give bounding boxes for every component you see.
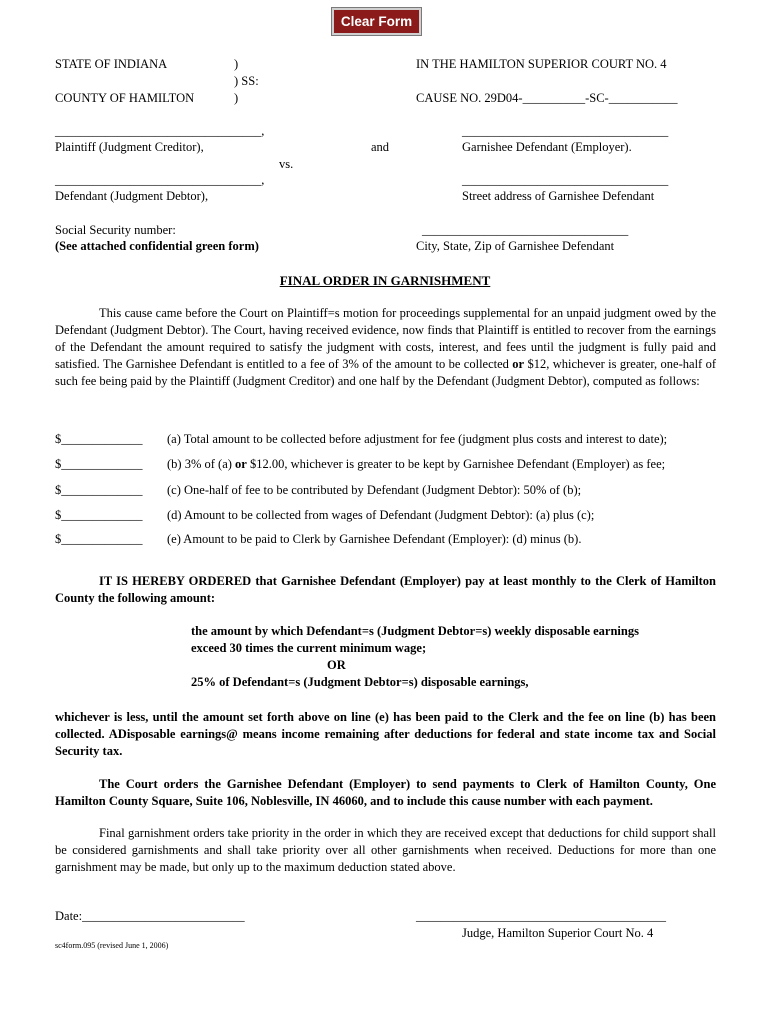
city-state-zip-label: City, State, Zip of Garnishee Defendant: [416, 239, 615, 253]
ssn-label: Social Security number:: [55, 223, 176, 237]
amount-a-field[interactable]: $_____________: [55, 432, 143, 446]
street-address-label: Street address of Garnishee Defendant: [462, 189, 655, 203]
judge-label: Judge, Hamilton Superior Court No. 4: [462, 926, 654, 940]
order-paragraph: IT IS HEREBY ORDERED that Garnishee Defendant (Employer) pay at least monthly to the Clerk of Hamilton County the following amount:: [55, 574, 716, 605]
line-a-text: (a) Total amount to be collected before adjustment for fee (judgment plus costs and interest to date);: [167, 432, 668, 446]
priority-paragraph: Final garnishment orders take priority in the order in which they are received except that deductions for child support shall be considered garnishments and shall take priority over all other garnishments when received. Deductions for more than one garnishment may be made, but only up to the maximum deduction stated above.: [55, 826, 716, 874]
defendant-name-field[interactable]: _________________________________,: [55, 173, 265, 187]
intro-paragraph: [55, 305, 716, 390]
payment-instructions: The Court orders the Garnishee Defendant (Employer) to send payments to Clerk of Hamilton County, One Hamilton County Square, Suite 106, Noblesville, IN 46060, and to include this cause number with each payment.: [55, 777, 716, 808]
line-e-text: (e) Amount to be paid to Clerk by Garnishee Defendant (Employer): (d) minus (b).: [167, 532, 582, 546]
line-b-text: [167, 457, 665, 472]
intro-text-1: This cause came before the Court on Plaintiff=s motion for proceedings supplemental for an unpaid judgment owed by the Defendant (Judgment Debtor). The Court, having received evidence, now finds that Plaintiff is entitled to recover from the earnings of the Defendant the amount required to satisfy the judgment with costs, interest, and fees until the judgment is fully paid and satisfied. The Garnishee Defendant is entitled to a fee of 3% of the amount to be collected: [55, 306, 716, 371]
line-b-or: or: [235, 457, 247, 471]
street-address-field[interactable]: _________________________________: [462, 173, 669, 187]
versus-label: vs.: [279, 157, 294, 171]
order-amount-line-1: the amount by which Defendant=s (Judgment Debtor=s) weekly disposable earnings: [191, 624, 639, 638]
caption-ss: ) SS:: [234, 74, 259, 88]
garnishee-name-field[interactable]: _________________________________: [462, 124, 669, 138]
judge-signature-line: ________________________________________: [416, 909, 666, 923]
amount-c-field[interactable]: $_____________: [55, 483, 143, 497]
line-c-text: (c) One-half of fee to be contributed by Defendant (Judgment Debtor): 50% of (b);: [167, 483, 582, 497]
order-amount-line-2: exceed 30 times the current minimum wage;: [191, 641, 427, 655]
state-label: STATE OF INDIANA: [55, 57, 168, 71]
order-or: OR: [327, 658, 346, 672]
intro-or: or: [512, 357, 525, 371]
caption-paren-1: ): [234, 57, 239, 71]
intro-text-2: $12, whichever is greater, one-half of such fee being paid by the Plaintiff (Judgment Creditor) and one half by the Defendant (Judgment Debtor), computed as follows:: [55, 357, 716, 388]
county-label: COUNTY OF HAMILTON: [55, 91, 195, 105]
date-field[interactable]: Date:__________________________: [55, 909, 245, 923]
line-b-pre: (b) 3% of (a): [167, 457, 236, 471]
plaintiff-name-field[interactable]: _________________________________,: [55, 124, 265, 138]
line-d-text: (d) Amount to be collected from wages of Defendant (Judgment Debtor): (a) plus (c);: [167, 508, 595, 522]
cause-number: CAUSE NO. 29D04-__________-SC-___________: [416, 91, 678, 105]
document-title: FINAL ORDER IN GARNISHMENT: [279, 273, 491, 288]
clear-form-button[interactable]: Clear Form: [332, 8, 421, 35]
plaintiff-label: Plaintiff (Judgment Creditor),: [55, 140, 204, 154]
city-state-zip-field[interactable]: _________________________________: [422, 223, 629, 237]
caption-paren-3: ): [234, 91, 239, 105]
amount-b-field[interactable]: $_____________: [55, 457, 143, 471]
garnishee-label: Garnishee Defendant (Employer).: [462, 140, 632, 154]
form-number: sc4form.095 (revised June 1, 2006): [55, 941, 169, 950]
amount-d-field[interactable]: $_____________: [55, 508, 143, 522]
line-b-post: $12.00, whichever is greater to be kept by Garnishee Defendant (Employer) as fee;: [246, 457, 666, 471]
and-label: and: [371, 140, 390, 154]
whichever-paragraph: whichever is less, until the amount set forth above on line (e) has been paid to the Clerk and the fee on line (b) has been collected. ADisposable earnings@ means income remaining after deductions for federal and state income tax and Social Security tax.: [55, 710, 716, 758]
amount-e-field[interactable]: $_____________: [55, 532, 143, 546]
order-amount-line-3: 25% of Defendant=s (Judgment Debtor=s) disposable earnings,: [191, 675, 529, 689]
defendant-label: Defendant (Judgment Debtor),: [55, 189, 209, 203]
court-name: IN THE HAMILTON SUPERIOR COURT NO. 4: [416, 57, 667, 71]
ssn-note: (See attached confidential green form): [55, 239, 259, 253]
